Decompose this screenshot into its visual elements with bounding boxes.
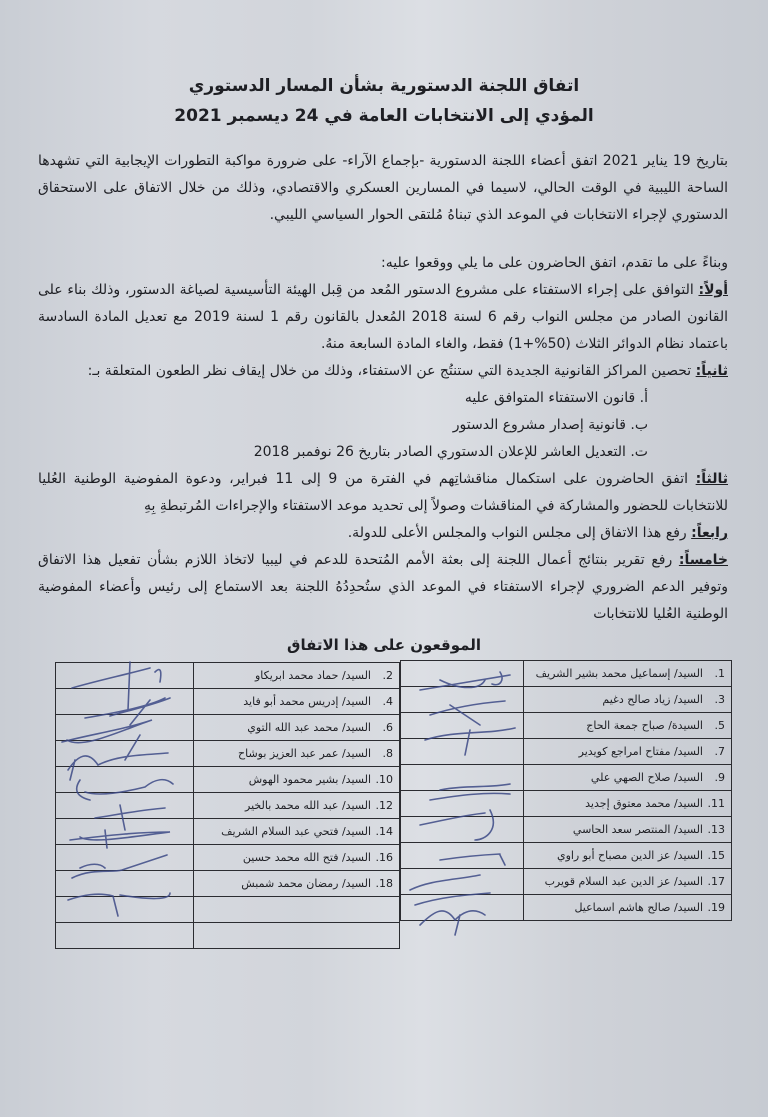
preamble: وبناءً على ما تقدم، اتفق الحاضرون على ما يلي ووقعوا عليه: (381, 255, 728, 271)
table-row: 3.السيد/ زياد صالح دغيم (401, 687, 732, 713)
signatories-heading: الموقعون على هذا الاتفاق (287, 636, 481, 654)
clause-3 (38, 466, 728, 520)
signature-cell (56, 845, 194, 871)
signature-cell (401, 843, 524, 869)
signatory-name: السيد/ صلاح الصهي علي (590, 771, 703, 784)
signatory-name: السيد/ عز الدين عبد السلام قويرب (544, 875, 703, 888)
clause-1-label: أولاً: (698, 282, 728, 298)
signatory-name: السيد/ المنتصر سعد الحاسي (572, 823, 703, 836)
sub-item-c: ت. التعديل العاشر للإعلان الدستوري الصادر بتاريخ 26 نوفمبر 2018 (253, 444, 648, 460)
clause-5-text: رفع تقرير بنتائج أعمال اللجنة إلى بعثة الأمم المُتحدة للدعم في ليبيا لاتخاذ اللازم بشأن تفعيل هذا الاتفاق وتوفير الدعم الضروري لإجراء الاستفتاء في الموعد الذي ستُحدِدُهُ اللجنة بعد الاستماع إلى رئيس وأعضاء المفوضية الوطنية العُليا للانتخابات (38, 552, 728, 622)
signature-cell (401, 739, 524, 765)
signatory-name: السيد/ عمر عبد العزيز بوشاح (238, 747, 371, 760)
signature-cell (401, 765, 524, 791)
signatory-name: السيد/ عبد الله محمد بالخير (245, 799, 371, 812)
clause-1-text: التوافق على إجراء الاستفتاء على مشروع الدستور المُعد من قِبل الهيئة التأسيسية لصياغة الدستور، وذلك بناء على القانون الصادر من مجلس النواب رقم 6 لسنة 2018 المُعدل بالقانون رقم 1 لسنة 2019 مع تعديل المادة السادسة باعتماد نظام الدوائر الثلاث (50%+1) فقط، والغاء المادة السابعة منهُ. (38, 282, 728, 352)
table-row: 1.السيد/ إسماعيل محمد بشير الشريف (401, 661, 732, 687)
signature-cell (401, 661, 524, 687)
clause-1 (38, 277, 728, 358)
clause-2-text: تحصين المراكز القانونية الجديدة التي ستنتُج عن الاستفتاء، وذلك من خلال إيقاف نظر الطعون المتعلقة بـ: (87, 363, 696, 379)
signatory-name: السيد/ عز الدين مصباح أبو راوي (556, 849, 703, 862)
signatory-name: السيدة/ صباح جمعة الحاج (586, 719, 703, 732)
table-row: 7.السيد/ مفتاح امراجع كويدير (401, 739, 732, 765)
table-row (56, 923, 400, 949)
signatory-name: السيد/ إدريس محمد أبو فايد (243, 695, 371, 708)
signatories-table-even (55, 662, 400, 949)
clause-3-label: ثالثاً: (695, 471, 728, 487)
signatory-name: السيد/ بشير محمود الهوش (248, 773, 371, 786)
table-row: 15.السيد/ عز الدين مصباح أبو راوي (401, 843, 732, 869)
table-row (56, 897, 400, 923)
document-title-line-1: اتفاق اللجنة الدستورية بشأن المسار الدستوري (188, 76, 580, 96)
intro-text: بتاريخ 19 يناير 2021 اتفق أعضاء اللجنة الدستورية -بإجماع الآراء- على ضرورة مواكبة التطورات الإيجابية التي تشهدها الساحة الليبية في الوقت الحالي، لاسيما في المسارين العسكري والاقتصادي، وذلك من خلال الاتفاق على الاستحقاق الدستوري لإجراء الانتخابات في الموعد الذي تبناهُ مُلتقى الحوار السياسي الليبي. (38, 153, 729, 223)
signature-cell (401, 791, 524, 817)
clause-4-text: رفع هذا الاتفاق إلى مجلس النواب والمجلس الأعلى للدولة. (347, 525, 692, 541)
clause-5-label: خامساً: (678, 552, 728, 568)
table-row: 4.السيد/ إدريس محمد أبو فايد (56, 689, 400, 715)
signature-cell (56, 689, 194, 715)
signature-cell (401, 895, 524, 921)
signature-cell (56, 715, 194, 741)
signatory-name: السيد/ فتح الله محمد حسين (242, 851, 371, 864)
signature-cell (401, 817, 524, 843)
table-row: 18.السيد/ رمضان محمد شمبش (56, 871, 400, 897)
clause-2-label: ثانياً: (695, 363, 728, 379)
signatory-name: السيد/ محمد عبد الله التوي (247, 721, 371, 734)
clause-4 (38, 520, 728, 547)
signature-cell (56, 663, 194, 689)
table-row: 9.السيد/ صلاح الصهي علي (401, 765, 732, 791)
clauses-section (38, 250, 728, 628)
intro-paragraph (38, 148, 728, 229)
signatory-name: السيد/ رمضان محمد شمبش (241, 877, 371, 890)
signature-cell (401, 713, 524, 739)
table-row: 2.السيد/ حماد محمد ابريكاو (56, 663, 400, 689)
signatory-name: السيد/ محمد معتوق إجديد (585, 797, 703, 810)
clause-4-label: رابعاً: (691, 525, 728, 541)
signatory-name: السيد/ حماد محمد ابريكاو (254, 669, 371, 682)
sub-item-a: أ. قانون الاستفتاء المتوافق عليه (464, 390, 648, 406)
signatories-table-odd (400, 660, 732, 921)
signatory-name: السيد/ زياد صالح دغيم (602, 693, 703, 706)
clause-2 (38, 358, 728, 385)
signatory-name: السيد/ صالح هاشم اسماعيل (574, 901, 703, 914)
table-row: 12.السيد/ عبد الله محمد بالخير (56, 793, 400, 819)
table-row: 13.السيد/ المنتصر سعد الحاسي (401, 817, 732, 843)
clause-3-text: اتفق الحاضرون على استكمال مناقشاتِهم في الفترة من 9 إلى 11 فبراير، ودعوة المفوضية الوطنية العُليا للانتخابات للحضور والمشاركة في المناقشات وصولاً إلى تحديد موعد الاستفتاء والإجراءات المُرتبطةِ بِهِ (38, 471, 728, 514)
table-row: 14.السيد/ فتحي عبد السلام الشريف (56, 819, 400, 845)
signature-cell (56, 897, 194, 923)
signature-cell (56, 923, 194, 949)
signature-cell (56, 793, 194, 819)
table-row: 6.السيد/ محمد عبد الله التوي (56, 715, 400, 741)
signature-cell (401, 869, 524, 895)
table-row: 5.السيدة/ صباح جمعة الحاج (401, 713, 732, 739)
signatory-name: السيد/ فتحي عبد السلام الشريف (221, 825, 371, 838)
signatory-name: السيد/ مفتاح امراجع كويدير (578, 745, 703, 758)
table-row: 17.السيد/ عز الدين عبد السلام قويرب (401, 869, 732, 895)
table-row: 8.السيد/ عمر عبد العزيز بوشاح (56, 741, 400, 767)
signature-cell (56, 819, 194, 845)
table-row: 16.السيد/ فتح الله محمد حسين (56, 845, 400, 871)
table-row: 19.السيد/ صالح هاشم اسماعيل (401, 895, 732, 921)
signature-cell (56, 767, 194, 793)
document-title-line-2: المؤدي إلى الانتخابات العامة في 24 ديسمبر 2021 (174, 106, 594, 126)
sub-item-b: ب. قانونية إصدار مشروع الدستور (452, 417, 648, 433)
clause-5 (38, 547, 728, 628)
signature-cell (56, 871, 194, 897)
table-row: 11.السيد/ محمد معتوق إجديد (401, 791, 732, 817)
signature-cell (56, 741, 194, 767)
signatory-name: السيد/ إسماعيل محمد بشير الشريف (535, 667, 703, 680)
signature-cell (401, 687, 524, 713)
table-row: 10.السيد/ بشير محمود الهوش (56, 767, 400, 793)
